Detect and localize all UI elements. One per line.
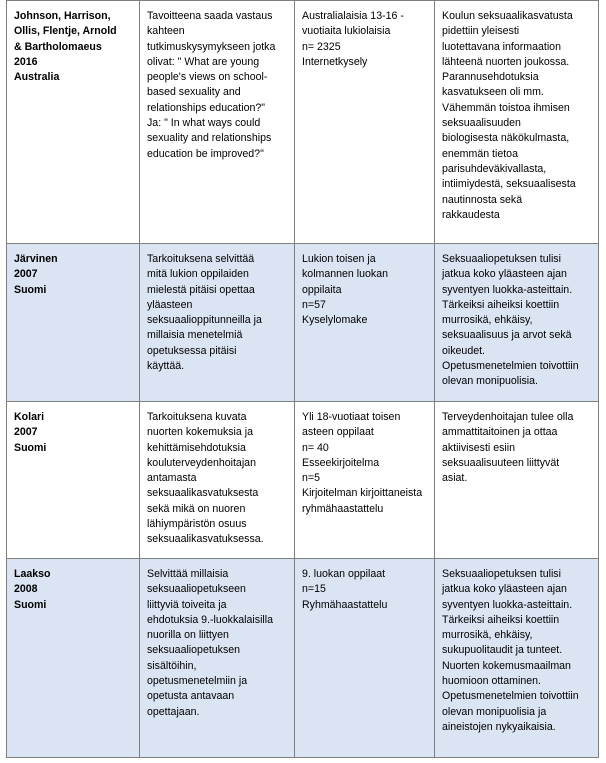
author-cell: Laakso 2008 Suomi — [7, 559, 140, 758]
aim-cell: Tavoitteena saada vastaus kahteen tutkimuskysymykseen jotka olivat: " What are young people's views on school- based sexuality and relationships education?" Ja: " In what ways could sexuality and relationships education be improved?" — [140, 1, 295, 244]
author-cell: Johnson, Harrison, Ollis, Flentje, Arnold & Bartholomaeus 2016 Australia — [7, 1, 140, 244]
table-row — [7, 402, 599, 559]
sample-cell: Australialaisia 13-16 - vuotiaita lukiolaisia n= 2325 Internetkysely — [295, 1, 435, 244]
aim-cell: Tarkoituksena selvittää mitä lukion oppilaiden mielestä pitäisi opettaa yläasteen seksuaalioppitunneilla ja millaisia menetelmiä opetuksessa pitäisi käyttää. — [140, 244, 295, 402]
table-row — [7, 244, 599, 402]
sample-cell: Lukion toisen ja kolmannen luokan oppilaita n=57 Kyselylomake — [295, 244, 435, 402]
literature-review-table — [6, 0, 599, 758]
author-cell: Järvinen 2007 Suomi — [7, 244, 140, 402]
results-cell: Koulun seksuaalikasvatusta pidettiin yleisesti luotettavana informaation lähteenä nuorten joukossa. Parannusehdotuksia kasvatukseen oli mm. Vähemmän toistoa ihmisen seksuaalisuuden biologisesta näkökulmasta, enemmän tietoa parisuhdeväkivallasta, intiimiydestä, seksuaalisesta nautinnosta sekä rakkaudesta — [435, 1, 599, 244]
results-cell: Terveydenhoitajan tulee olla ammattitaitoinen ja ottaa aktiivisesti esiin seksuaalisuuteen liittyvät asiat. — [435, 402, 599, 559]
results-cell: Seksuaaliopetuksen tulisi jatkua koko yläasteen ajan syventyen luokka-asteittain. Tärkeiksi aiheiksi koettiin murrosikä, ehkäisy, sukupuolitaudit ja tunteet. Nuorten kokemusmaailman huomioon ottaminen. Opetusmenetelmien toivottiin olevan monipuolisia ja aineistojen nykyaikaisia. — [435, 559, 599, 758]
table-row — [7, 559, 599, 758]
sample-cell: Yli 18-vuotiaat toisen asteen oppilaat n= 40 Esseekirjoitelma n=5 Kirjoitelman kirjoittaneista ryhmähaastattelu — [295, 402, 435, 559]
results-cell: Seksuaaliopetuksen tulisi jatkua koko yläasteen ajan syventyen luokka-asteittain. Tärkeiksi aiheiksi koettiin murrosikä, ehkäisy, seksuaalisuus ja arvot sekä oikeudet. Opetusmenetelmien toivottiin olevan monipuolisia. — [435, 244, 599, 402]
table-row — [7, 1, 599, 244]
aim-cell: Selvittää millaisia seksuaaliopetukseen liittyviä toiveita ja ehdotuksia 9.-luokkalaisilla nuorilla on liittyen seksuaaliopetuksen sisältöihin, opetusmenetelmiin ja opetusta antavaan opettajaan. — [140, 559, 295, 758]
author-cell: Kolari 2007 Suomi — [7, 402, 140, 559]
aim-cell: Tarkoituksena kuvata nuorten kokemuksia ja kehittämisehdotuksia kouluterveydenhoitajan antamasta seksuaalikasvatuksesta sekä mikä on nuoren lähiympäristön osuus seksuaalikasvatuksessa. — [140, 402, 295, 559]
sample-cell: 9. luokan oppilaat n=15 Ryhmähaastattelu — [295, 559, 435, 758]
